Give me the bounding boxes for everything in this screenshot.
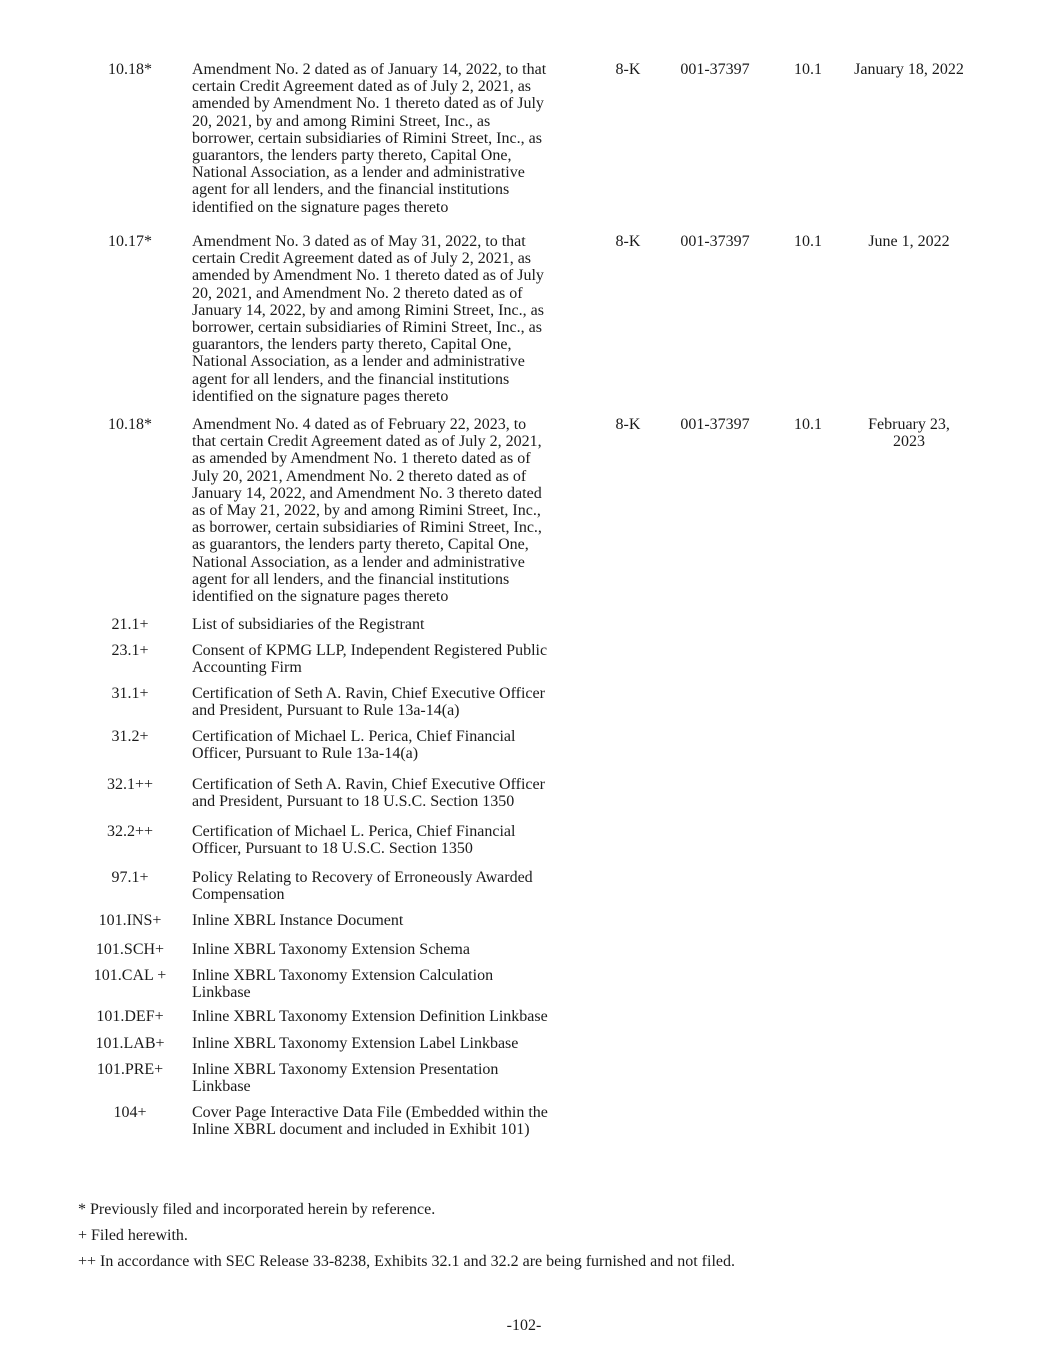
exhibit-form: 8-K: [615, 416, 641, 433]
exhibit-description-line: Officer, Pursuant to Rule 13a-14(a): [192, 745, 419, 763]
exhibit-description-line: Inline XBRL Taxonomy Extension Schema: [192, 941, 470, 958]
exhibit-reference: 10.1: [794, 416, 822, 433]
exhibit-description-line: January 14, 2022, and Amendment No. 3 thereto dated: [192, 484, 542, 502]
exhibit-description-line: List of subsidiaries of the Registrant: [192, 616, 425, 633]
exhibit-filing-date: [842, 233, 976, 250]
exhibit-number: 10.18*: [108, 61, 152, 78]
exhibit-description-line: borrower, certain subsidiaries of Rimini Street, Inc., as: [192, 319, 542, 337]
exhibit-description-line: Certification of Seth A. Ravin, Chief Executive Officer: [192, 685, 545, 702]
page-number: -102-: [506, 1317, 542, 1334]
exhibit-description-line: Cover Page Interactive Data File (Embedded within the: [192, 1104, 548, 1121]
exhibit-number: 101.SCH+: [95, 941, 165, 958]
exhibit-file-number: 001-37397: [680, 416, 750, 433]
footnote-filed-herewith: + Filed herewith.: [78, 1227, 188, 1244]
exhibit-description-line: that certain Credit Agreement dated as of July 2, 2021,: [192, 433, 542, 451]
exhibit-description-line: agent for all lenders, and the financial institutions: [192, 181, 510, 199]
exhibit-description-line: as of May 21, 2022, by and among Rimini Street, Inc.,: [192, 502, 541, 520]
exhibit-form: 8-K: [615, 233, 641, 250]
exhibit-description-line: certain Credit Agreement dated as of July 2, 2021, as: [192, 78, 532, 96]
exhibit-number: 101.LAB+: [95, 1035, 165, 1052]
exhibit-description-line: 20, 2021, by and among Rimini Street, Inc., as: [192, 112, 491, 130]
exhibit-number: 101.INS+: [98, 912, 162, 929]
exhibit-description-line: Compensation: [192, 886, 285, 904]
exhibit-description: [192, 869, 587, 903]
exhibit-description-line: Amendment No. 2 dated as of January 14, 2022, to that: [192, 61, 547, 78]
exhibit-description: [192, 1104, 587, 1138]
exhibit-form: 8-K: [615, 61, 641, 78]
exhibit-description-line: and President, Pursuant to 18 U.S.C. Section 1350: [192, 793, 515, 811]
exhibit-description-line: certain Credit Agreement dated as of July 2, 2021, as: [192, 250, 532, 268]
exhibit-description-line: Linkbase: [192, 1078, 251, 1096]
exhibit-number: 10.17*: [108, 233, 152, 250]
exhibit-number: 101.CAL +: [93, 967, 167, 984]
exhibit-number: 21.1+: [111, 616, 149, 633]
exhibit-filing-date-line: 2023: [893, 433, 925, 451]
exhibit-reference: 10.1: [794, 233, 822, 250]
exhibit-number: 104+: [113, 1104, 147, 1121]
exhibit-description-line: Amendment No. 3 dated as of May 31, 2022, to that: [192, 233, 526, 250]
exhibit-description-line: amended by Amendment No. 1 thereto dated as of July: [192, 95, 544, 113]
exhibit-description: [192, 912, 587, 929]
exhibit-description: [192, 728, 587, 762]
exhibit-filing-date-line: February 23,: [868, 416, 950, 433]
exhibit-description: [192, 1008, 587, 1025]
exhibit-reference: 10.1: [794, 61, 822, 78]
exhibit-description-line: as amended by Amendment No. 1 thereto dated as of: [192, 450, 531, 468]
exhibit-description-line: agent for all lenders, and the financial institutions: [192, 370, 510, 388]
exhibit-number: 101.DEF+: [96, 1008, 164, 1025]
exhibit-description-line: National Association, as a lender and administrative: [192, 164, 525, 182]
footnote-furnished: ++ In accordance with SEC Release 33-8238, Exhibits 32.1 and 32.2 are being furnished and not filed.: [78, 1253, 735, 1270]
exhibit-description-line: National Association, as a lender and administrative: [192, 353, 525, 371]
exhibit-filing-date-line: January 18, 2022: [854, 61, 964, 78]
exhibit-number: 97.1+: [111, 869, 149, 886]
exhibit-description-line: July 20, 2021, Amendment No. 2 thereto dated as of: [192, 467, 527, 485]
exhibit-description-line: Certification of Michael L. Perica, Chief Financial: [192, 728, 516, 745]
exhibit-description-line: January 14, 2022, by and among Rimini Street, Inc., as: [192, 301, 544, 319]
exhibit-description-line: Inline XBRL Instance Document: [192, 912, 404, 929]
exhibit-description-line: National Association, as a lender and administrative: [192, 553, 525, 571]
exhibit-description-line: Accounting Firm: [192, 659, 302, 677]
exhibit-description: [192, 1061, 587, 1095]
exhibit-description: [192, 642, 587, 676]
exhibit-description-line: Inline XBRL Taxonomy Extension Calculation: [192, 967, 494, 984]
exhibit-description: [192, 1035, 587, 1052]
exhibit-description-line: identified on the signature pages thereto: [192, 198, 449, 216]
exhibit-description-line: Officer, Pursuant to 18 U.S.C. Section 1350: [192, 840, 473, 858]
exhibit-description-line: identified on the signature pages thereto: [192, 387, 449, 405]
exhibit-file-number: 001-37397: [680, 61, 750, 78]
exhibit-number: 32.1++: [106, 776, 154, 793]
exhibit-description: [192, 941, 587, 958]
exhibit-description-line: guarantors, the lenders party thereto, Capital One,: [192, 336, 512, 354]
exhibit-description: [192, 967, 587, 1001]
exhibit-description-line: Consent of KPMG LLP, Independent Registered Public: [192, 642, 548, 659]
exhibit-description: [192, 616, 587, 633]
exhibit-description-line: Inline XBRL Taxonomy Extension Presentation: [192, 1061, 499, 1078]
exhibit-description-line: agent for all lenders, and the financial institutions: [192, 570, 510, 588]
exhibit-number: 10.18*: [108, 416, 152, 433]
exhibit-number: 23.1+: [111, 642, 149, 659]
exhibit-description: [192, 416, 587, 605]
exhibit-filing-date: [842, 416, 976, 450]
exhibit-description-line: as borrower, certain subsidiaries of Rimini Street, Inc.,: [192, 519, 542, 537]
exhibit-number: 31.1+: [111, 685, 149, 702]
exhibit-description-line: amended by Amendment No. 1 thereto dated as of July: [192, 267, 544, 285]
footnote-previously-filed: * Previously filed and incorporated herein by reference.: [78, 1201, 436, 1218]
exhibit-description: [192, 823, 587, 857]
exhibit-description-line: Linkbase: [192, 984, 251, 1002]
exhibit-description: [192, 776, 587, 810]
exhibit-description-line: 20, 2021, and Amendment No. 2 thereto dated as of: [192, 284, 523, 302]
exhibit-number: 31.2+: [111, 728, 149, 745]
exhibit-description-line: Inline XBRL Taxonomy Extension Definition Linkbase: [192, 1008, 548, 1025]
exhibit-description-line: as guarantors, the lenders party thereto, Capital One,: [192, 536, 529, 554]
exhibit-description-line: and President, Pursuant to Rule 13a-14(a): [192, 702, 460, 720]
exhibit-filing-date-line: June 1, 2022: [868, 233, 950, 250]
exhibit-file-number: 001-37397: [680, 233, 750, 250]
exhibit-description-line: Inline XBRL Taxonomy Extension Label Linkbase: [192, 1035, 519, 1052]
exhibit-description-line: Certification of Michael L. Perica, Chief Financial: [192, 823, 516, 840]
exhibit-number: 101.PRE+: [96, 1061, 164, 1078]
exhibit-description-line: Certification of Seth A. Ravin, Chief Executive Officer: [192, 776, 545, 793]
exhibit-description: [192, 61, 587, 216]
exhibit-description-line: borrower, certain subsidiaries of Rimini Street, Inc., as: [192, 129, 542, 147]
exhibit-filing-date: [842, 61, 976, 78]
exhibit-description-line: Inline XBRL document and included in Exhibit 101): [192, 1121, 530, 1139]
exhibit-description-line: guarantors, the lenders party thereto, Capital One,: [192, 147, 512, 165]
exhibit-number: 32.2++: [106, 823, 154, 840]
exhibit-description: [192, 233, 587, 405]
exhibit-description-line: Policy Relating to Recovery of Erroneously Awarded: [192, 869, 533, 886]
exhibit-description-line: Amendment No. 4 dated as of February 22, 2023, to: [192, 416, 527, 433]
exhibit-description-line: identified on the signature pages thereto: [192, 588, 449, 606]
exhibit-description: [192, 685, 587, 719]
